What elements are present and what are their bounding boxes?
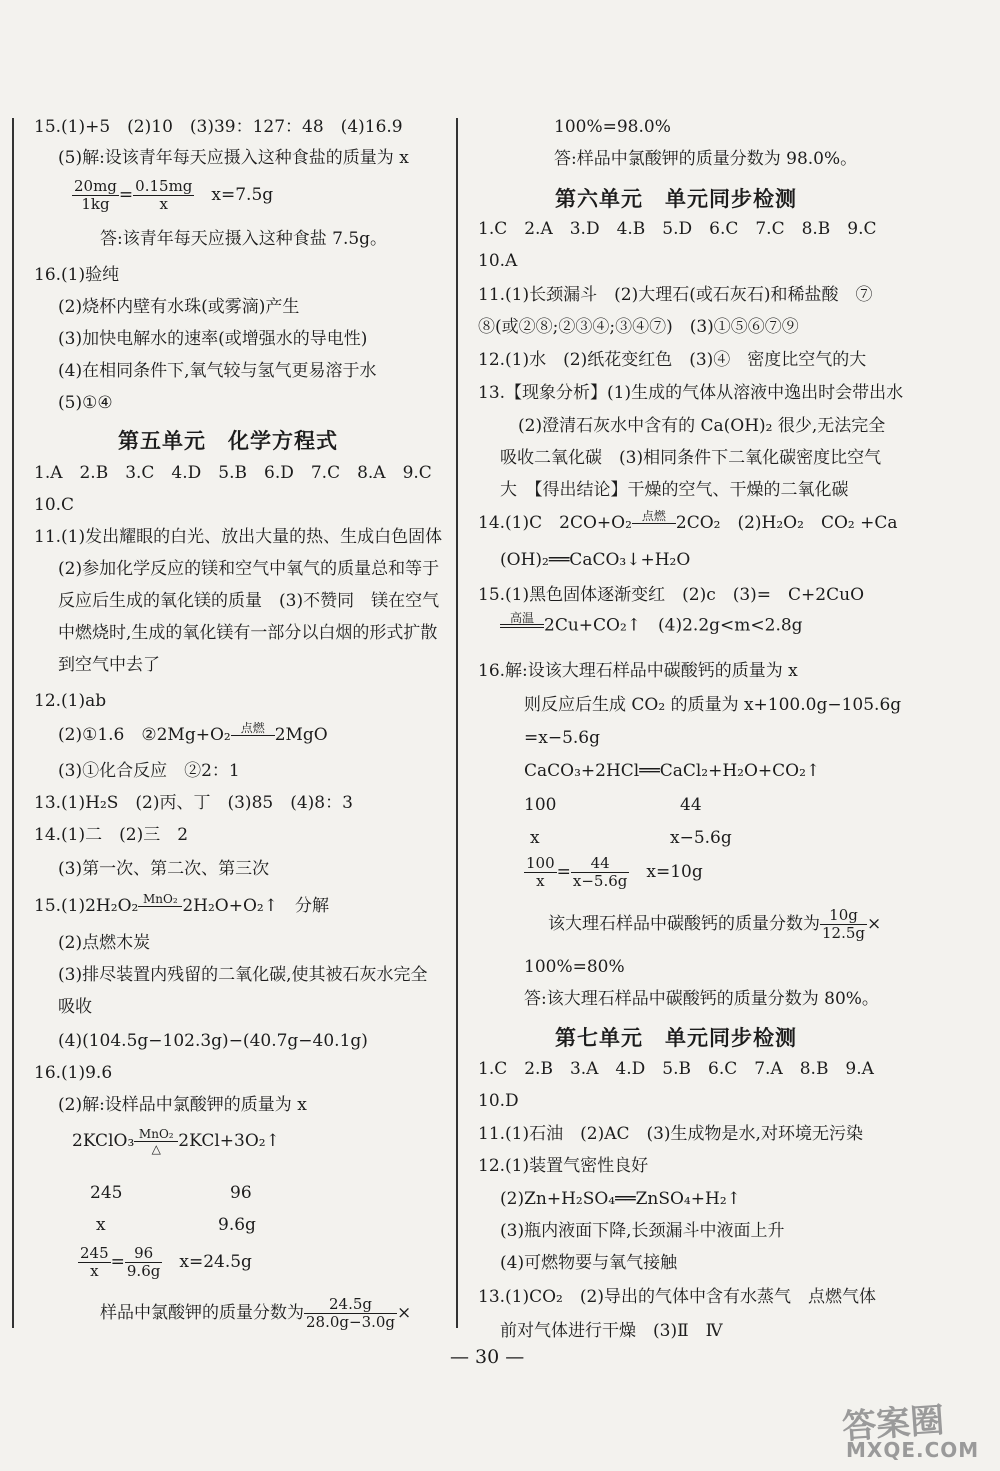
mass-row: 100: [524, 795, 557, 815]
answer-line: ⑧(或②⑧;②③④;③④⑦) (3)①⑤⑥⑦⑨: [478, 317, 799, 337]
answer-line: (2)澄清石灰水中含有的 Ca(OH)₂ 很少,无法完全: [518, 416, 886, 436]
answer-line: 10.D: [478, 1091, 519, 1111]
equation-line: (2)①1.6 ②2Mg+O₂ 点燃 2MgO: [58, 721, 328, 745]
answer-line: (3)①化合反应 ②2：1: [58, 761, 240, 781]
fraction-equation: $\frac{100}{x}$ = $\frac{44}{x-5.6g}$ x=10g: [526, 854, 703, 890]
watermark-url: MXQE.COM: [846, 1438, 980, 1462]
answer-line: (5)解:设该青年每天应摄入这种食盐的质量为 x: [58, 148, 409, 168]
answer-line: 12.(1)ab: [34, 691, 107, 711]
answer-line: (2)烧杯内壁有水珠(或雾滴)产生: [58, 297, 300, 317]
answer-line: (5)①④: [58, 393, 113, 413]
answer-line: (2)解:设样品中氯酸钾的质量为 x: [58, 1095, 307, 1115]
column-divider: [456, 118, 458, 1328]
answer-line: 11.(1)石油 (2)AC (3)生成物是水,对环境无污染: [478, 1124, 863, 1144]
equation-line: 2KClO₃ MnO₂ △ 2KCl+3O₂↑: [72, 1127, 280, 1156]
answer-line: 16.(1)9.6: [34, 1063, 113, 1083]
answer-line: (2)点燃木炭: [58, 933, 151, 953]
answer-line: 答:该青年每天应摄入这种食盐 7.5g。: [100, 229, 388, 249]
answer-line: 15.(1)+5 (2)10 (3)39：127：48 (4)16.9: [34, 117, 403, 137]
answer-line: CaCO₃+2HCl══CaCl₂+H₂O+CO₂↑: [524, 761, 821, 781]
mass-row: 9.6g: [218, 1215, 256, 1235]
answer-line: 10.C: [34, 495, 75, 515]
answer-line: 16.解:设该大理石样品中碳酸钙的质量为 x: [478, 661, 798, 681]
answer-line: 吸收二氧化碳 (3)相同条件下二氧化碳密度比空气: [500, 448, 882, 468]
answer-line: (3)加快电解水的速率(或增强水的导电性): [58, 329, 368, 349]
equation-line: 15.(1)2H₂O₂ MnO₂ 2H₂O+O₂↑ 分解: [34, 892, 329, 916]
answer-line: 1.C 2.B 3.A 4.D 5.B 6.C 7.A 8.B 9.A: [478, 1059, 874, 1079]
answer-line: 中燃烧时,生成的氧化镁有一部分以白烟的形式扩散: [58, 623, 438, 643]
equation-line: 高温 2Cu+CO₂↑ (4)2.2g<m<2.8g: [500, 612, 803, 640]
mass-row: 96: [230, 1183, 252, 1203]
answer-line: 12.(1)装置气密性良好: [478, 1156, 649, 1176]
section-heading: 第六单元 单元同步检测: [555, 187, 797, 211]
fraction-equation: 样品中氯酸钾的质量分数为 $\frac{24.5g}{28.0g-3.0g}$ ×: [100, 1295, 412, 1331]
watermark-logo: 答案圈: [840, 1400, 946, 1448]
answer-line: 答:样品中氯酸钾的质量分数为 98.0%。: [554, 149, 858, 169]
answer-line: 13.(1)H₂S (2)丙、丁 (3)85 (4)8：3: [34, 793, 353, 813]
answer-line: (2)参加化学反应的镁和空气中氧气的质量总和等于: [58, 559, 440, 579]
answer-line: 10.A: [478, 251, 518, 271]
answer-line: 14.(1)二 (2)三 2: [34, 825, 189, 845]
answer-line: 大 【得出结论】干燥的空气、干燥的二氧化碳: [500, 480, 849, 500]
section-heading: 第五单元 化学方程式: [118, 429, 338, 453]
answer-line: 11.(1)发出耀眼的白光、放出大量的热、生成白色固体: [34, 527, 443, 547]
answer-line: (4)可燃物要与氧气接触: [500, 1253, 678, 1273]
answer-line: (3)第一次、第二次、第三次: [58, 859, 270, 879]
answer-line: (2)Zn+H₂SO₄══ZnSO₄+H₂↑: [500, 1189, 741, 1209]
mass-row: x−5.6g: [670, 828, 732, 848]
answer-line: 到空气中去了: [58, 655, 160, 675]
equation-line: 14.(1)C 2CO+O₂ 点燃 2CO₂ (2)H₂O₂ CO₂ +Ca: [478, 509, 898, 533]
mass-row: 44: [680, 795, 702, 815]
answer-line: 答:该大理石样品中碳酸钙的质量分数为 80%。: [524, 989, 879, 1009]
answer-line: 100%=98.0%: [554, 117, 671, 137]
answer-line: 13.【现象分析】(1)生成的气体从溶液中逸出时会带出水: [478, 383, 904, 403]
answer-line: 前对气体进行干燥 (3)Ⅱ Ⅳ: [500, 1321, 723, 1341]
answer-line: =x−5.6g: [524, 728, 600, 748]
fraction-equation: 该大理石样品中碳酸钙的质量分数为 $\frac{10g}{12.5g}$ ×: [548, 906, 882, 942]
answer-line: (4)(104.5g−102.3g)−(40.7g−40.1g): [58, 1031, 368, 1051]
answer-line: (4)在相同条件下,氧气较与氢气更易溶于水: [58, 361, 377, 381]
answer-line: 12.(1)水 (2)纸花变红色 (3)④ 密度比空气的大: [478, 350, 867, 370]
section-heading: 第七单元 单元同步检测: [555, 1026, 797, 1050]
answer-line: (3)瓶内液面下降,长颈漏斗中液面上升: [500, 1221, 785, 1241]
answer-line: (OH)₂══CaCO₃↓+H₂O: [500, 550, 691, 570]
mass-row: x: [96, 1215, 106, 1235]
answer-line: (3)排尽装置内残留的二氧化碳,使其被石灰水完全: [58, 965, 428, 985]
left-margin-rule: [12, 118, 14, 1328]
answer-line: 反应后生成的氧化镁的质量 (3)不赞同 镁在空气: [58, 591, 440, 611]
page-number: — 30 —: [450, 1346, 525, 1368]
fraction-equation: $\frac{20mg}{1kg}$ = $\frac{0.15mg}{x}$ x=7.5g: [74, 177, 274, 213]
fraction-equation: $\frac{245}{x}$ = $\frac{96}{9.6g}$ x=24.5g: [80, 1244, 252, 1280]
answer-line: 15.(1)黑色固体逐渐变红 (2)c (3)= C+2CuO: [478, 585, 865, 605]
answer-line: 吸收: [58, 997, 92, 1017]
mass-row: 245: [90, 1183, 123, 1203]
answer-line: 1.C 2.A 3.D 4.B 5.D 6.C 7.C 8.B 9.C: [478, 219, 877, 239]
answer-line: 16.(1)验纯: [34, 265, 120, 285]
answer-line: 100%=80%: [524, 957, 625, 977]
mass-row: x: [530, 828, 540, 848]
answer-line: 1.A 2.B 3.C 4.D 5.B 6.D 7.C 8.A 9.C: [34, 463, 432, 483]
answer-line: 则反应后生成 CO₂ 的质量为 x+100.0g−105.6g: [524, 695, 902, 715]
answer-line: 11.(1)长颈漏斗 (2)大理石(或石灰石)和稀盐酸 ⑦: [478, 285, 873, 305]
answer-line: 13.(1)CO₂ (2)导出的气体中含有水蒸气 点燃气体: [478, 1287, 876, 1307]
